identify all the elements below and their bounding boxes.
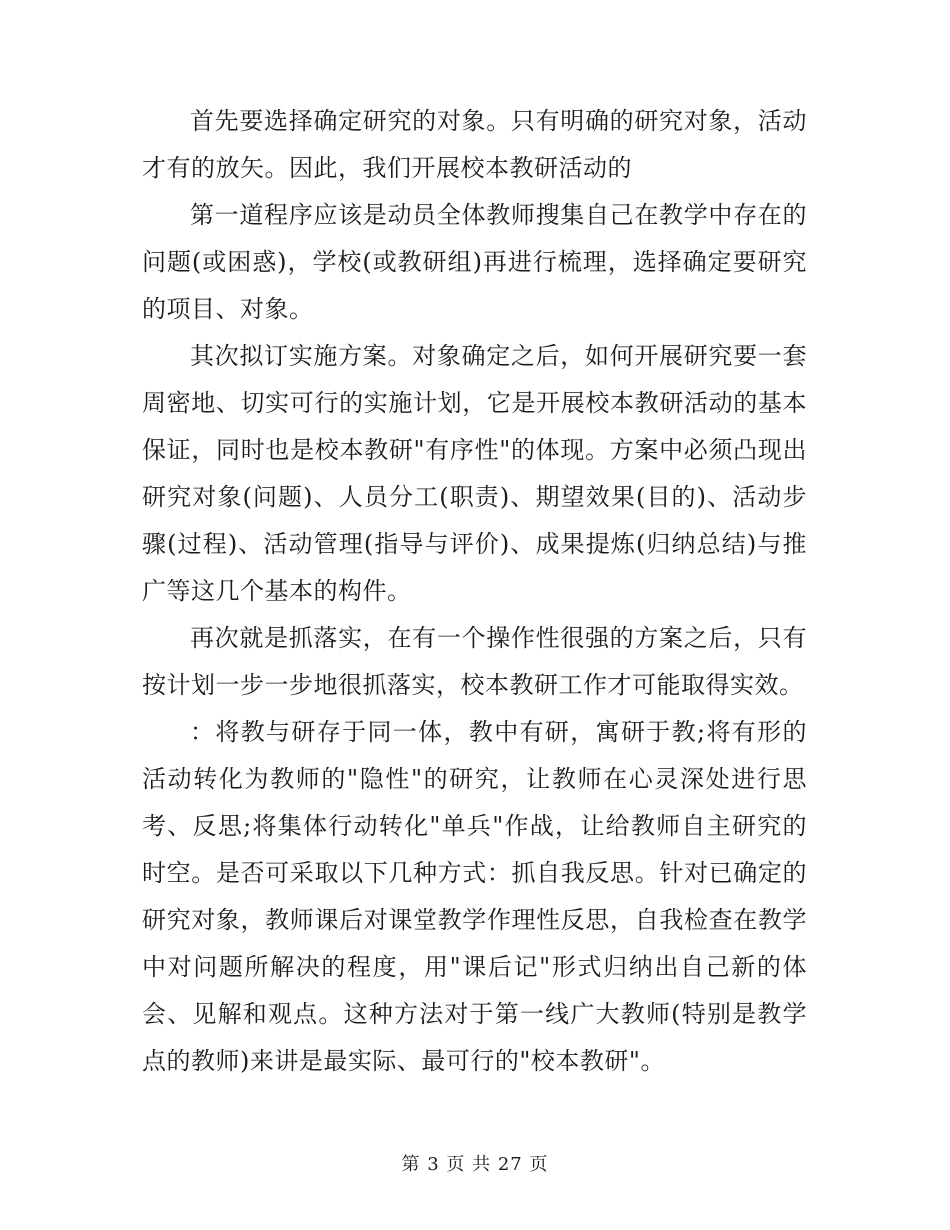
document-body [142, 98, 807, 1085]
paragraph-4: 再次就是抓落实，在有一个操作性很强的方案之后，只有按计划一步一步地很抓落实，校本教研工作才可能取得实效。 [142, 624, 807, 699]
page-footer: 第 3 页 共 27 页 [401, 1154, 549, 1175]
paragraph-3: 其次拟订实施方案。对象确定之后，如何开展研究要一套周密地、切实可行的实施计划，它是开展校本教研活动的基本保证，同时也是校本教研"有序性"的体现。方案中必须凸现出研究对象(问题)、人员分工(职责)、期望效果(目的)、活动步骤(过程)、活动管理(指导与评价)、成果提炼(归纳总结)与推广等这几个基本的构件。 [142, 342, 807, 605]
paragraph-5: ：将教与研存于同一体，教中有研，寓研于教;将有形的活动转化为教师的"隐性"的研究，让教师在心灵深处进行思考、反思;将集体行动转化"单兵"作战，让给教师自主研究的时空。是否可采取以下几种方式：抓自我反思。针对已确定的研究对象，教师课后对课堂教学作理性反思，自我检查在教学中对问题所解决的程度，用"课后记"形式归纳出自己新的体会、见解和观点。这种方法对于第一线广大教师(特别是教学点的教师)来讲是最实际、最可行的"校本教研"。 [142, 718, 807, 1075]
paragraph-1: 首先要选择确定研究的对象。只有明确的研究对象，活动才有的放矢。因此，我们开展校本教研活动的 [142, 107, 807, 182]
paragraph-2: 第一道程序应该是动员全体教师搜集自己在教学中存在的问题(或困惑)，学校(或教研组)再进行梳理，选择确定要研究的项目、对象。 [142, 201, 807, 323]
